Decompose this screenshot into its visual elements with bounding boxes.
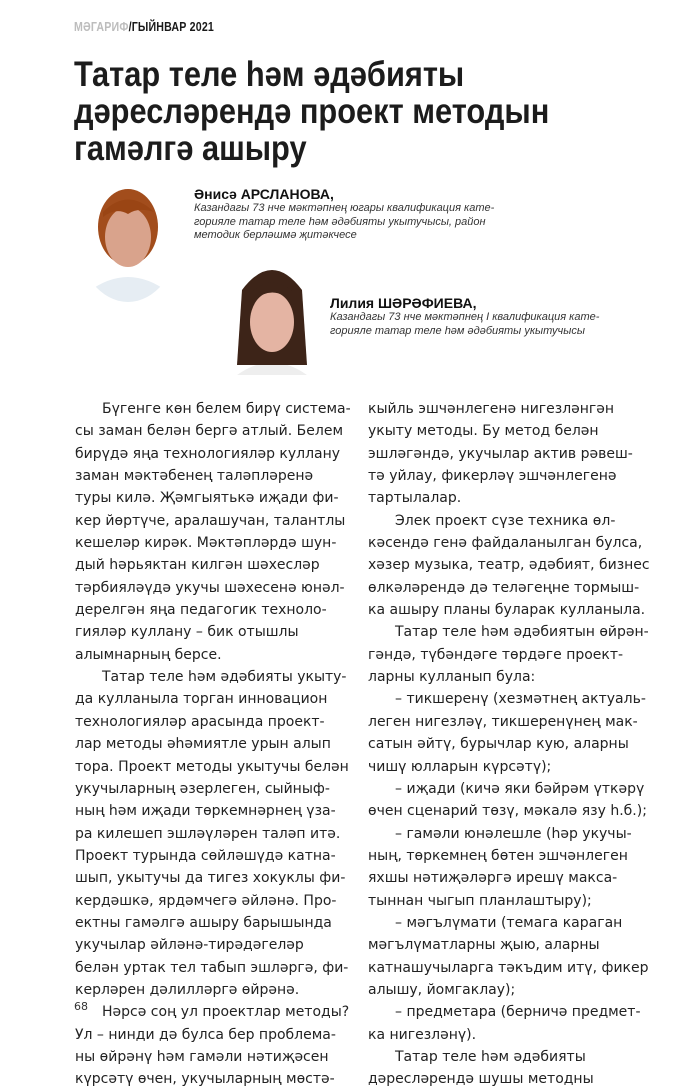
text-line: Ул – нинди дә булса бер проблема- bbox=[75, 1026, 336, 1043]
text-line: ның һәм иҗади төркемнәрнең үза- bbox=[75, 803, 336, 820]
text-line: дерелгән яңа педагогик техноло- bbox=[75, 602, 327, 619]
text-line: ра килешеп эшләүләрен таләп итә. bbox=[75, 825, 341, 842]
text-line: гәндә, түбәндәге төрдәге проект- bbox=[368, 646, 624, 663]
text-line: сы заман белән бергә атлый. Белем bbox=[75, 423, 344, 440]
text-line: Элек проект сүзе техника өл- bbox=[395, 512, 616, 529]
text-line: сатын әйтү, бурычлар кую, аларны bbox=[368, 736, 629, 753]
text-line: – предметара (берничә предмет- bbox=[395, 1004, 641, 1021]
text-line: ка ашыру планы буларак кулланыла. bbox=[368, 602, 646, 619]
page-number: 68 bbox=[74, 1000, 88, 1013]
text-line: алышу, йомгаклау); bbox=[368, 981, 516, 998]
title-line: дәресләрендә проект методын bbox=[74, 92, 550, 131]
text-line: эшләгәндә, укучылар актив рәвеш- bbox=[368, 445, 633, 462]
text-line: гияләр куллану – бик отышлы bbox=[75, 624, 299, 641]
text-line: кердәшкә, ярдәмчегә әйләнә. Про- bbox=[75, 892, 337, 909]
text-line: ектны гамәлгә ашыру барышында bbox=[75, 914, 332, 931]
text-line: катнашучыларга тәкъдим итү, фикер bbox=[368, 959, 649, 976]
text-line: укыту методы. Бу метод белән bbox=[368, 423, 599, 440]
text-line: Татар теле һәм әдәбияты bbox=[395, 1048, 586, 1065]
magazine-name: МӘГАРИФ bbox=[74, 20, 129, 34]
text-line: шып, укытучы да тигез хокуклы фи- bbox=[75, 870, 346, 887]
text-line: кәсендә генә файдаланылган булса, bbox=[368, 535, 643, 552]
author-name: Лилия ШӘРӘФИЕВА, bbox=[330, 295, 477, 311]
text-line: укучыларның әзерлеген, сыйныф- bbox=[75, 780, 330, 797]
author-sharafieva bbox=[330, 295, 599, 338]
author-arslanova bbox=[194, 186, 494, 243]
text-line: өлкәләрендә дә теләгеңне тормыш- bbox=[368, 579, 640, 596]
author-name: Әнисә АРСЛАНОВА, bbox=[194, 186, 334, 202]
text-line: ка нигезләнү). bbox=[368, 1026, 477, 1043]
text-line: алымнарның берсе. bbox=[75, 646, 222, 663]
author-photo-arslanova bbox=[78, 172, 178, 302]
body-column-left bbox=[75, 398, 351, 1091]
text-line: тартылалар. bbox=[368, 490, 462, 507]
body-column-right bbox=[368, 398, 650, 1091]
desc-line: Казандагы 73 нче мәктәпнең I квалификация кате- bbox=[330, 311, 600, 323]
text-line: леген нигезләү, тикшеренүнең мак- bbox=[368, 713, 638, 730]
text-line: тора. Проект методы укытучы белән bbox=[75, 758, 349, 775]
desc-line: горияле татар теле һәм әдәбияты укытучысы, район bbox=[194, 215, 486, 228]
text-line: Нәрсә соң ул проектлар методы? bbox=[102, 1004, 350, 1021]
desc-line: методик берләшмә җитәкчесе bbox=[194, 229, 357, 241]
text-line: кер йөртүче, аралашучан, талантлы bbox=[75, 512, 346, 529]
text-line: яхшы нәтиҗәләргә ирешү макса- bbox=[368, 870, 618, 887]
issue-date: /ГЫЙНВАР 2021 bbox=[128, 20, 214, 34]
text-line: бирүдә яңа технологияләр куллану bbox=[75, 445, 341, 462]
desc-line: горияле татар теле һәм әдәбияты укытучысы bbox=[330, 324, 585, 337]
text-line: Татар теле һәм әдәбияты укыту- bbox=[102, 669, 347, 686]
text-line: заман мәктәбенең таләпләренә bbox=[75, 468, 314, 485]
text-line: Проект турында сөйләшүдә катна- bbox=[75, 847, 336, 864]
text-line: лар методы әһәмиятле урын алып bbox=[75, 736, 331, 753]
text-line: тәрбияләүдә укучы шәхесенә юнәл- bbox=[75, 579, 345, 596]
text-line: технологияләр арасында проект- bbox=[75, 713, 325, 730]
article-title bbox=[74, 56, 602, 167]
text-line: дый һәрьяктан килгән шәхесләр bbox=[75, 557, 320, 574]
text-line: – тикшеренү (хезмәтнең актуаль- bbox=[395, 691, 646, 708]
desc-line: Казандагы 73 нче мәктәпнең югары квалификация кате- bbox=[194, 202, 495, 214]
text-line: да кулланыла торган инновацион bbox=[75, 691, 328, 708]
text-line: укучылар әйләнә-тирәдәгеләр bbox=[75, 937, 304, 954]
text-line: ның, төркемнең бөтен эшчәнлеген bbox=[368, 847, 628, 864]
running-header bbox=[74, 20, 214, 34]
title-line: гамәлгә ашыру bbox=[74, 129, 307, 168]
text-line: кешеләр кирәк. Мәктәпләрдә шун- bbox=[75, 535, 337, 552]
text-line: тә уйлау, фикерләү эшчәнлегенә bbox=[368, 468, 617, 485]
text-line: дәресләрендә шушы методны bbox=[368, 1071, 594, 1088]
text-line: – иҗади (кичә яки бәйрәм үткәрү bbox=[395, 780, 645, 797]
text-line: хәзер музыка, театр, әдәбият, бизнес bbox=[368, 557, 650, 574]
author-description bbox=[194, 202, 494, 243]
text-line: мәгълүматларны җыю, аларны bbox=[368, 937, 600, 954]
text-line: – мәгълүмати (темага караган bbox=[395, 914, 623, 931]
text-line: тыннан чыгып планлаштыру); bbox=[368, 892, 592, 909]
text-line: чишү юлларын күрсәтү); bbox=[368, 758, 552, 775]
text-line: белән уртак тел табып эшләргә, фи- bbox=[75, 959, 349, 976]
text-line: керләрен дәлилләргә өйрәнә. bbox=[75, 981, 300, 998]
text-line: туры килә. Җәмгыятькә иҗади фи- bbox=[75, 490, 339, 507]
text-line: кыйль эшчәнлегенә нигезләнгән bbox=[368, 401, 615, 417]
author-description bbox=[330, 311, 599, 338]
text-line: ларны кулланып була: bbox=[368, 669, 536, 686]
text-line: күрсәтү өчен, укучыларның мөстә- bbox=[75, 1071, 335, 1088]
text-line: өчен сценарий төзү, мәкалә язу һ.б.); bbox=[368, 803, 647, 820]
text-line: ны өйрәнү һәм гамәли нәтиҗәсен bbox=[75, 1048, 329, 1065]
text-line: Татар теле һәм әдәбиятын өйрән- bbox=[395, 624, 649, 641]
text-line: Бүгенге көн белем бирү система- bbox=[102, 401, 351, 417]
title-line: Татар теле һәм әдәбияты bbox=[74, 55, 465, 94]
author-photo-sharafieva bbox=[222, 250, 322, 375]
text-line: – гамәли юнәлешле (һәр укучы- bbox=[395, 825, 632, 842]
